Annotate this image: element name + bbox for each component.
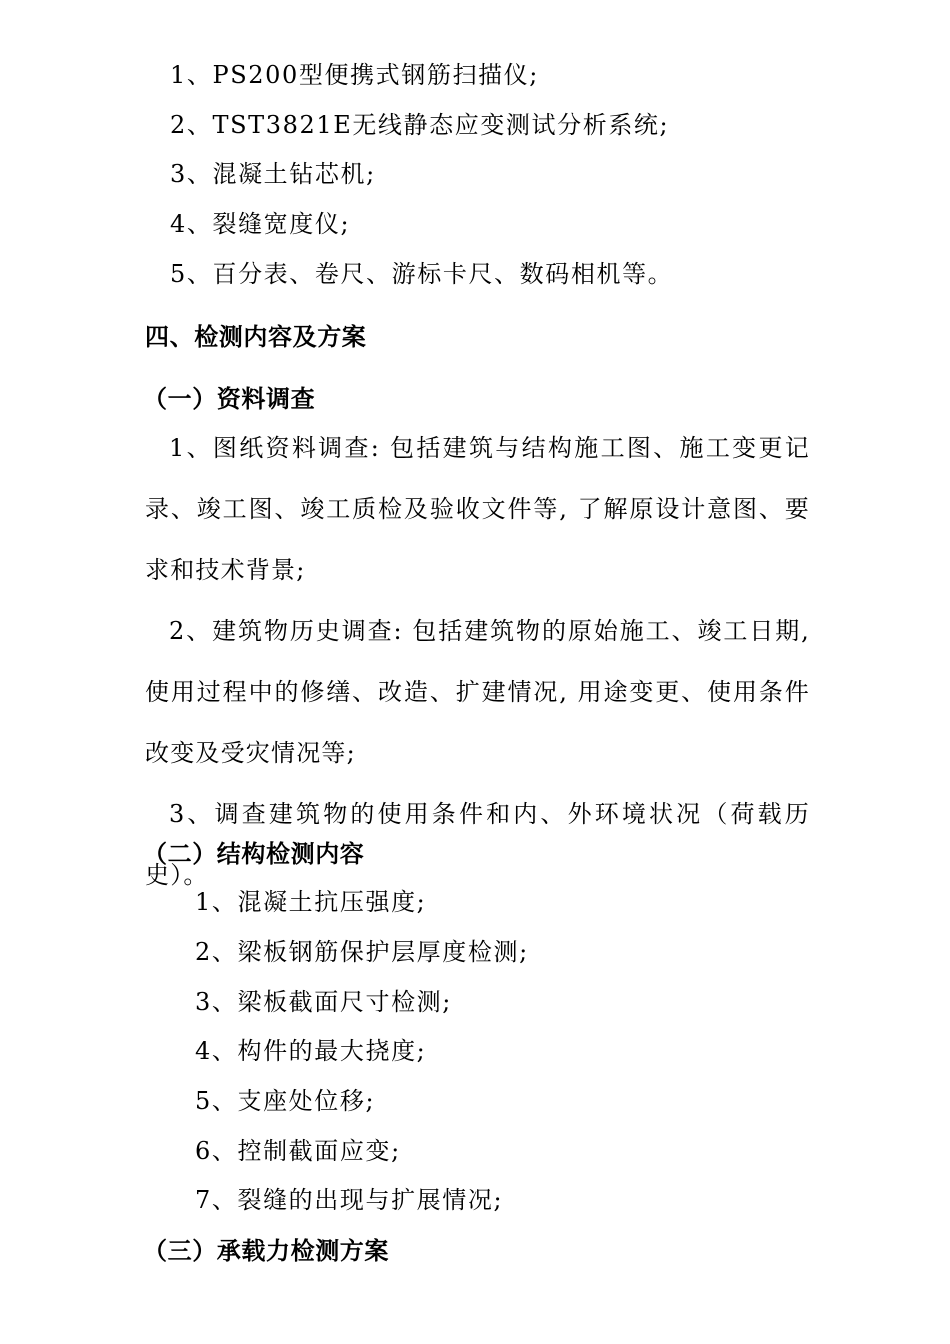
inspection-item-7: 7、裂缝的出现与扩展情况; xyxy=(195,1186,504,1214)
equipment-item-5: 5、百分表、卷尺、游标卡尺、数码相机等。 xyxy=(170,260,674,288)
subsection-1-body xyxy=(145,418,810,906)
inspection-item-2: 2、梁板钢筋保护层厚度检测; xyxy=(195,938,529,966)
subsection-heading-3: （三）承载力检测方案 xyxy=(143,1237,389,1265)
subsection-heading-2: （二）结构检测内容 xyxy=(143,840,365,868)
equipment-item-1: 1、PS200型便携式钢筋扫描仪; xyxy=(170,61,539,89)
inspection-item-3: 3、梁板截面尺寸检测; xyxy=(195,988,452,1016)
section-heading-4: 四、检测内容及方案 xyxy=(145,323,367,351)
equipment-item-3: 3、混凝土钻芯机; xyxy=(170,160,376,188)
inspection-item-6: 6、控制截面应变; xyxy=(195,1137,401,1165)
inspection-item-1: 1、混凝土抗压强度; xyxy=(195,888,427,916)
paragraph-drawing-survey: 1、图纸资料调查: 包括建筑与结构施工图、施工变更记录、竣工图、竣工质检及验收文件等, 了解原设计意图、要求和技术背景; xyxy=(145,434,810,584)
equipment-item-2: 2、TST3821E无线静态应变测试分析系统; xyxy=(170,111,670,139)
inspection-item-5: 5、支座处位移; xyxy=(195,1087,376,1115)
paragraph-history-survey: 2、建筑物历史调查: 包括建筑物的原始施工、竣工日期, 使用过程中的修缮、改造、扩建情况, 用途变更、使用条件改变及受灾情况等; xyxy=(145,617,810,767)
inspection-item-4: 4、构件的最大挠度; xyxy=(195,1037,427,1065)
paragraph-environment-survey: 3、调查建筑物的使用条件和内、外环境状况（荷载历史）。 xyxy=(145,800,810,889)
equipment-item-4: 4、裂缝宽度仪; xyxy=(170,210,351,238)
subsection-heading-1: （一）资料调查 xyxy=(143,385,316,413)
